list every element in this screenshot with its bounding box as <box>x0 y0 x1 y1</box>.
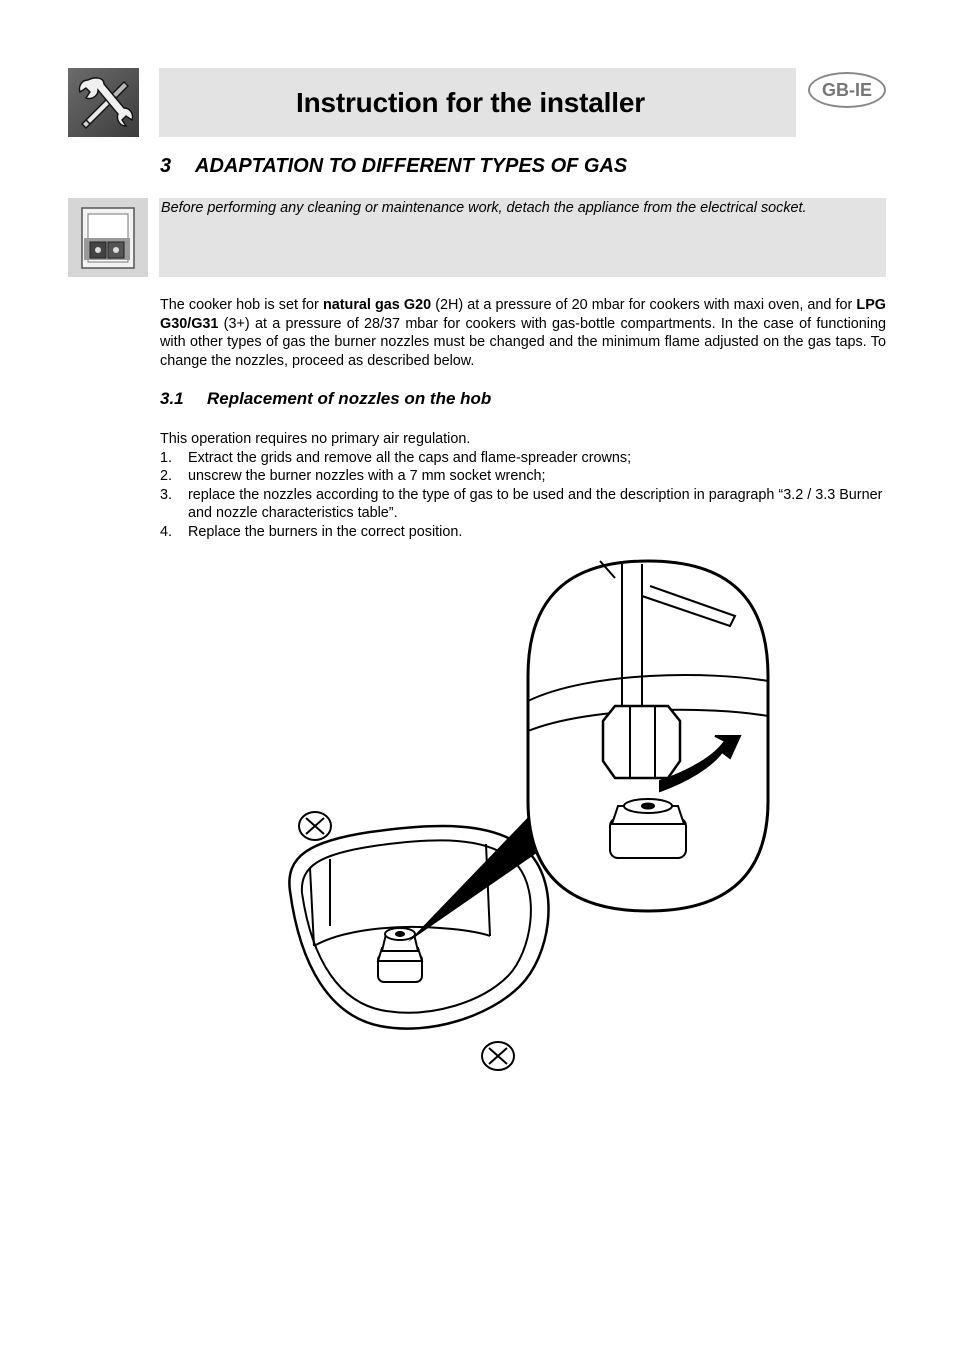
warning-box <box>159 198 886 277</box>
list-item <box>160 449 886 468</box>
step-number: 1. <box>160 449 173 466</box>
intro-gas-natural: natural gas G20 <box>322 297 432 313</box>
operation-note: This operation requires no primary air regulation. <box>160 431 471 447</box>
step-text: replace the nozzles according to the type of gas to be used and the description in paragraph “3.2 / 3.3 Burner and nozzle characteristics table”. <box>188 486 883 521</box>
list-item <box>160 486 886 523</box>
list-item <box>160 467 886 486</box>
list-item <box>160 523 886 542</box>
step-text: Replace the burners in the correct position. <box>188 523 463 540</box>
intro-text-3: (3+) at a pressure of 28/37 mbar for cookers with gas-bottle compartments. In the case of functioning with other types of gas the burner nozzles must be changed and the minimum flame adjusted on the gas taps. To change the nozzles, proceed as described below. <box>160 315 886 369</box>
subsection-number: 3.1 <box>160 389 184 408</box>
subsection-title-text: Replacement of nozzles on the hob <box>207 389 492 408</box>
header-bar <box>159 68 796 137</box>
intro-text-1: The cooker hob is set for <box>160 297 323 313</box>
lang-badge: GB-IE <box>808 72 886 108</box>
intro-gas-lpg: LPG G30/G31 <box>160 297 887 332</box>
intro-text-2: (2H) at a pressure of 20 mbar for cookers with maxi oven, and for <box>431 297 857 313</box>
step-number: 3. <box>160 486 173 503</box>
section-number: 3 <box>160 155 172 177</box>
section-title <box>160 155 627 178</box>
step-text: unscrew the burner nozzles with a 7 mm socket wrench; <box>188 468 546 484</box>
warning-text: Before performing any cleaning or maintenance work, detach the appliance from the electrical socket. <box>161 200 807 216</box>
section-title-text: ADAPTATION TO DIFFERENT TYPES OF GAS <box>195 155 628 177</box>
socket-wrench-illustration <box>528 561 768 911</box>
page-title: Instruction for the installer <box>296 86 645 118</box>
intro-paragraph <box>160 296 886 370</box>
nozzle-replacement-figure <box>270 556 770 1076</box>
subsection-title <box>160 389 491 409</box>
power-socket-icon <box>68 198 148 277</box>
step-number: 2. <box>160 468 173 484</box>
step-number: 4. <box>160 523 173 540</box>
steps-list <box>160 449 886 542</box>
wrench-screwdriver-icon <box>68 68 139 137</box>
step-text: Extract the grids and remove all the caps and flame-spreader crowns; <box>188 449 632 466</box>
operation-block <box>160 430 886 541</box>
